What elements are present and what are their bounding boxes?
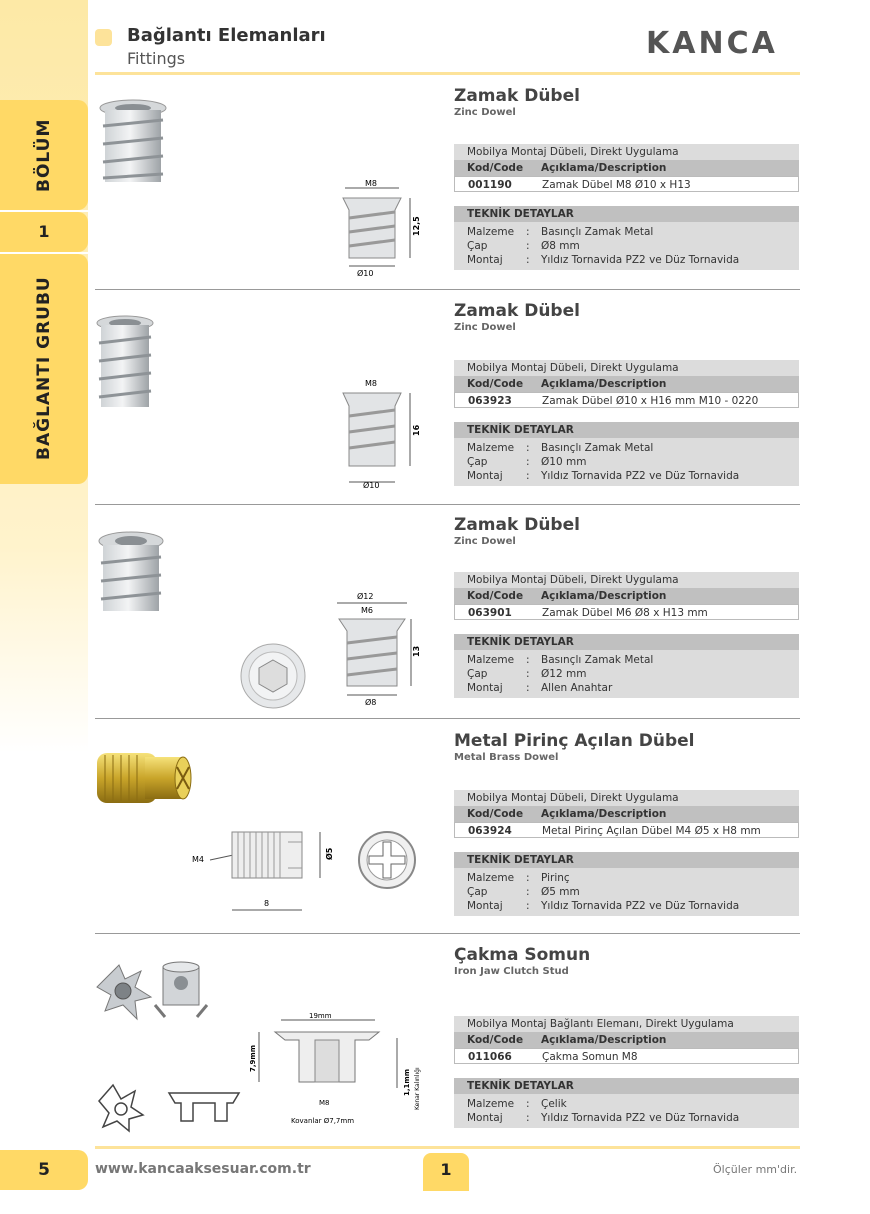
detail-label: Çap xyxy=(467,668,488,680)
tech-header: TEKNİK DETAYLAR xyxy=(467,636,574,648)
cross-slot-view xyxy=(355,828,419,892)
section-number-badge: 1 xyxy=(423,1153,469,1191)
product-title: Zamak Dübel xyxy=(454,86,580,106)
detail-value: Allen Anahtar xyxy=(541,682,613,694)
detail-label: Montaj xyxy=(467,682,503,694)
detail-label: Malzeme xyxy=(467,654,515,666)
technical-drawing xyxy=(335,378,430,493)
detail-label: Montaj xyxy=(467,1112,503,1124)
detail-value: Ø8 mm xyxy=(541,240,580,252)
desc-header: Açıklama/Description xyxy=(541,808,667,820)
technical-drawing xyxy=(245,1010,435,1135)
product-card xyxy=(95,937,800,1142)
svg-text:16: 16 xyxy=(412,424,421,436)
detail-label: Çap xyxy=(467,456,488,468)
product-table: Mobilya Montaj Bağlantı Elemanı, Direkt Uygulama Kod/Code Açıklama/Description 011066 Çakma Somun M8 TEKNİK DETAYLAR Malzeme : Çelik Montaj : Yıldız Tornavida PZ2 ve Düz Tornavida xyxy=(454,1016,799,1128)
svg-text:7,9mm: 7,9mm xyxy=(249,1045,257,1072)
svg-text:1,1mm: 1,1mm xyxy=(403,1069,411,1096)
header-rule xyxy=(95,72,800,75)
svg-text:8: 8 xyxy=(264,899,270,908)
detail-value: Yıldız Tornavida PZ2 ve Düz Tornavida xyxy=(541,254,740,266)
desc-header: Açıklama/Description xyxy=(541,378,667,390)
svg-text:Kenar Kalınlığı: Kenar Kalınlığı xyxy=(414,1067,421,1110)
svg-text:Ø5: Ø5 xyxy=(325,847,334,860)
svg-text:12,5: 12,5 xyxy=(412,216,421,236)
product-description: Zamak Dübel M8 Ø10 x H13 xyxy=(542,179,691,191)
product-code: 063923 xyxy=(468,395,512,407)
product-photo xyxy=(95,98,175,188)
usage-text: Mobilya Montaj Dübeli, Direkt Uygulama xyxy=(467,792,679,804)
section-label: BÖLÜM xyxy=(34,118,54,192)
svg-text:13: 13 xyxy=(412,645,421,657)
product-code: 011066 xyxy=(468,1051,512,1063)
product-code: 063924 xyxy=(468,825,512,837)
desc-header: Açıklama/Description xyxy=(541,162,667,174)
technical-drawing xyxy=(180,820,380,920)
desc-header: Açıklama/Description xyxy=(541,1034,667,1046)
product-card xyxy=(95,507,800,719)
technical-drawing xyxy=(335,591,430,709)
product-title: Çakma Somun xyxy=(454,945,591,965)
section-number: 1 xyxy=(38,222,50,241)
page-subtitle: Fittings xyxy=(127,49,186,68)
detail-value: Yıldız Tornavida PZ2 ve Düz Tornavida xyxy=(541,470,740,482)
units-note: Ölçüler mm'dir. xyxy=(713,1163,798,1176)
detail-label: Montaj xyxy=(467,900,503,912)
detail-label: Malzeme xyxy=(467,872,515,884)
product-description: Zamak Dübel M6 Ø8 x H13 mm xyxy=(542,607,708,619)
section-divider xyxy=(95,289,800,290)
product-table: Mobilya Montaj Dübeli, Direkt Uygulama Kod/Code Açıklama/Description 001190 Zamak Dübel M8 Ø10 x H13 TEKNİK DETAYLAR Malzeme : Basınçlı Zamak Metal Çap : Ø8 mm Montaj : Yıldız Tornavida PZ2 ve Düz Tornavida xyxy=(454,144,799,270)
tech-header: TEKNİK DETAYLAR xyxy=(467,424,574,436)
product-photo xyxy=(95,747,195,813)
product-subtitle: Zinc Dowel xyxy=(454,322,516,333)
product-subtitle: Iron Jaw Clutch Stud xyxy=(454,966,569,977)
tech-header: TEKNİK DETAYLAR xyxy=(467,854,574,866)
product-card xyxy=(95,78,800,290)
product-code: 001190 xyxy=(468,179,512,191)
code-header: Kod/Code xyxy=(467,1034,524,1046)
svg-text:M6: M6 xyxy=(361,606,373,615)
usage-text: Mobilya Montaj Dübeli, Direkt Uygulama xyxy=(467,574,679,586)
svg-text:M8: M8 xyxy=(319,1099,330,1107)
product-photo xyxy=(95,313,165,413)
svg-text:Ø10: Ø10 xyxy=(363,481,380,490)
product-subtitle: Zinc Dowel xyxy=(454,107,516,118)
product-photo xyxy=(95,529,175,619)
group-label: BAĞLANTI GRUBU xyxy=(34,276,54,460)
section-divider xyxy=(95,933,800,934)
product-description: Metal Pirinç Açılan Dübel M4 Ø5 x H8 mm xyxy=(542,825,761,837)
product-card xyxy=(95,293,800,505)
section-divider xyxy=(95,504,800,505)
detail-value: Pirinç xyxy=(541,872,570,884)
detail-label: Malzeme xyxy=(467,226,515,238)
detail-label: Montaj xyxy=(467,254,503,266)
svg-text:M8: M8 xyxy=(365,379,377,388)
svg-text:19mm: 19mm xyxy=(309,1012,332,1020)
svg-text:Ø8: Ø8 xyxy=(365,698,377,707)
code-header: Kod/Code xyxy=(467,590,524,602)
detail-label: Çap xyxy=(467,240,488,252)
desc-header: Açıklama/Description xyxy=(541,590,667,602)
detail-value: Ø5 mm xyxy=(541,886,580,898)
product-title: Zamak Dübel xyxy=(454,515,580,535)
hex-socket-view xyxy=(237,640,309,712)
detail-value: Ø10 mm xyxy=(541,456,587,468)
website-link[interactable]: www.kancaaksesuar.com.tr xyxy=(95,1161,311,1177)
product-code: 063901 xyxy=(468,607,512,619)
svg-text:Kovanlar Ø7,7mm: Kovanlar Ø7,7mm xyxy=(291,1117,355,1125)
header-marker xyxy=(95,29,112,46)
svg-text:M4: M4 xyxy=(192,855,204,864)
tech-header: TEKNİK DETAYLAR xyxy=(467,208,574,220)
technical-drawing xyxy=(335,178,430,278)
detail-label: Montaj xyxy=(467,470,503,482)
product-description: Zamak Dübel Ø10 x H16 mm M10 - 0220 xyxy=(542,395,759,407)
detail-label: Malzeme xyxy=(467,1098,515,1110)
footer-rule xyxy=(95,1146,800,1149)
detail-value: Yıldız Tornavida PZ2 ve Düz Tornavida xyxy=(541,1112,740,1124)
installation-sketch xyxy=(95,1077,255,1137)
code-header: Kod/Code xyxy=(467,162,524,174)
product-table: Mobilya Montaj Dübeli, Direkt Uygulama Kod/Code Açıklama/Description 063923 Zamak Dübel Ø10 x H16 mm M10 - 0220 TEKNİK DETAYLAR Malzeme : Basınçlı Zamak Metal Çap : Ø10 mm Montaj : Yıldız Tornavida PZ2 ve Düz Tornavida xyxy=(454,360,799,486)
page-number: 5 xyxy=(0,1150,88,1190)
svg-text:M8: M8 xyxy=(365,179,377,188)
svg-text:Ø12: Ø12 xyxy=(357,592,374,601)
detail-value: Basınçlı Zamak Metal xyxy=(541,226,654,238)
product-photo xyxy=(95,957,235,1027)
product-subtitle: Zinc Dowel xyxy=(454,536,516,547)
product-table: Mobilya Montaj Dübeli, Direkt Uygulama Kod/Code Açıklama/Description 063901 Zamak Dübel M6 Ø8 x H13 mm TEKNİK DETAYLAR Malzeme : Basınçlı Zamak Metal Çap : Ø12 mm Montaj : Allen Anahtar xyxy=(454,572,799,698)
detail-label: Çap xyxy=(467,886,488,898)
product-title: Metal Pirinç Açılan Dübel xyxy=(454,731,695,751)
detail-label: Malzeme xyxy=(467,442,515,454)
product-description: Çakma Somun M8 xyxy=(542,1051,638,1063)
usage-text: Mobilya Montaj Dübeli, Direkt Uygulama xyxy=(467,146,679,158)
detail-value: Ø12 mm xyxy=(541,668,587,680)
detail-value: Yıldız Tornavida PZ2 ve Düz Tornavida xyxy=(541,900,740,912)
brand-logo: KANCA xyxy=(646,26,778,61)
product-title: Zamak Dübel xyxy=(454,301,580,321)
section-divider xyxy=(95,718,800,719)
product-table: Mobilya Montaj Dübeli, Direkt Uygulama Kod/Code Açıklama/Description 063924 Metal Pirinç Açılan Dübel M4 Ø5 x H8 mm TEKNİK DETAYLAR Malzeme : Pirinç Çap : Ø5 mm Montaj : Yıldız Tornavida PZ2 ve Düz Tornavida xyxy=(454,790,799,916)
detail-value: Basınçlı Zamak Metal xyxy=(541,654,654,666)
product-subtitle: Metal Brass Dowel xyxy=(454,752,559,763)
code-header: Kod/Code xyxy=(467,808,524,820)
usage-text: Mobilya Montaj Bağlantı Elemanı, Direkt Uygulama xyxy=(467,1018,734,1030)
product-card xyxy=(95,722,800,934)
svg-text:Ø10: Ø10 xyxy=(357,269,374,278)
detail-value: Basınçlı Zamak Metal xyxy=(541,442,654,454)
code-header: Kod/Code xyxy=(467,378,524,390)
usage-text: Mobilya Montaj Dübeli, Direkt Uygulama xyxy=(467,362,679,374)
tech-header: TEKNİK DETAYLAR xyxy=(467,1080,574,1092)
detail-value: Çelik xyxy=(541,1098,567,1110)
page-title: Bağlantı Elemanları xyxy=(127,25,326,46)
